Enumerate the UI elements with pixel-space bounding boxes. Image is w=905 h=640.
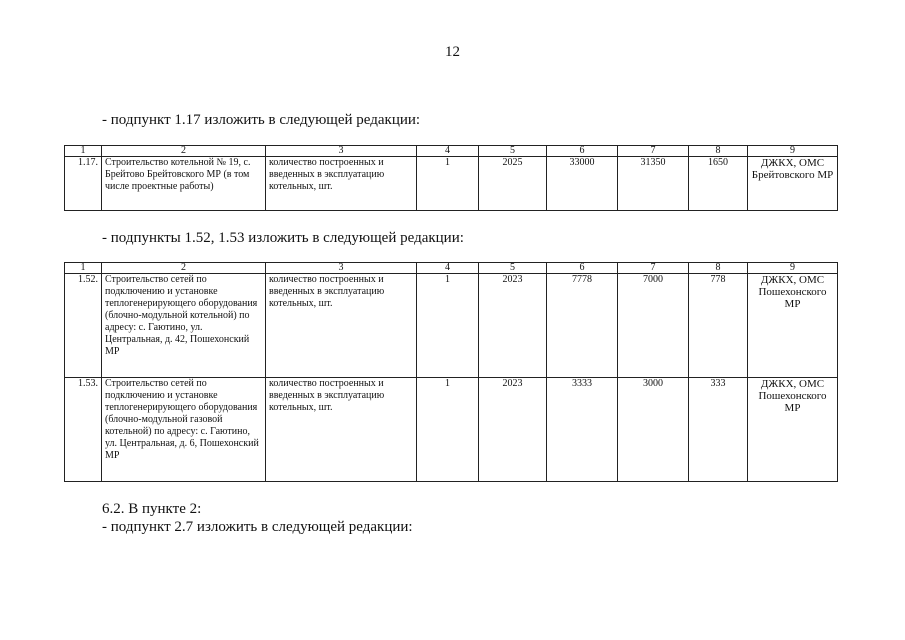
- row-year: 2023: [479, 378, 547, 482]
- row-col7: 7000: [618, 274, 689, 378]
- row-name: Строительство сетей по подключению и установке теплогенерирующего оборудования (блочно-модульной газовой котельной) по адресу: с. Гаютино, ул. Центральная, д. 6, Пошехонский МР: [102, 378, 266, 482]
- row-year: 2023: [479, 274, 547, 378]
- row-year: 2025: [479, 157, 547, 211]
- header-cell: 2: [102, 146, 266, 157]
- row-indicator: количество построенных и введенных в эксплуатацию котельных, шт.: [266, 274, 417, 378]
- header-cell: 1: [65, 263, 102, 274]
- table-1-52-1-53: [64, 262, 838, 482]
- header-cell: 6: [547, 146, 618, 157]
- header-cell: 9: [748, 146, 838, 157]
- header-cell: 7: [618, 263, 689, 274]
- header-cell: 6: [547, 263, 618, 274]
- table-header-row: [65, 263, 838, 274]
- row-number: 1.52.: [65, 274, 102, 378]
- instruction-2-7: - подпункт 2.7 изложить в следующей редакции:: [102, 519, 413, 535]
- instruction-1-17: - подпункт 1.17 изложить в следующей редакции:: [102, 112, 421, 128]
- row-name: Строительство котельной № 19, с. Брейтово Брейтовского МР (в том числе проектные работы): [102, 157, 266, 211]
- header-cell: 7: [618, 146, 689, 157]
- section-6-2-heading: 6.2. В пункте 2:: [102, 501, 202, 517]
- row-col7: 31350: [618, 157, 689, 211]
- row-col6: 7778: [547, 274, 618, 378]
- table-1-17: [64, 145, 838, 211]
- row-col8: 1650: [689, 157, 748, 211]
- header-cell: 4: [417, 263, 479, 274]
- header-cell: 8: [689, 263, 748, 274]
- instruction-1-52-1-53: - подпункты 1.52, 1.53 изложить в следующей редакции:: [102, 230, 464, 246]
- header-cell: 3: [266, 146, 417, 157]
- header-cell: 9: [748, 263, 838, 274]
- row-quantity: 1: [417, 378, 479, 482]
- header-cell: 2: [102, 263, 266, 274]
- row-indicator: количество построенных и введенных в эксплуатацию котельных, шт.: [266, 157, 417, 211]
- header-cell: 3: [266, 263, 417, 274]
- row-col7: 3000: [618, 378, 689, 482]
- header-cell: 5: [479, 263, 547, 274]
- row-executor: ДЖКХ, ОМС Пошехонского МР: [748, 378, 838, 482]
- row-col8: 333: [689, 378, 748, 482]
- row-number: 1.17.: [65, 157, 102, 211]
- header-cell: 5: [479, 146, 547, 157]
- header-cell: 4: [417, 146, 479, 157]
- header-cell: 1: [65, 146, 102, 157]
- row-col8: 778: [689, 274, 748, 378]
- row-indicator: количество построенных и введенных в эксплуатацию котельных, шт.: [266, 378, 417, 482]
- row-quantity: 1: [417, 157, 479, 211]
- row-executor: ДЖКХ, ОМС Пошехонского МР: [748, 274, 838, 378]
- row-number: 1.53.: [65, 378, 102, 482]
- header-cell: 8: [689, 146, 748, 157]
- row-col6: 33000: [547, 157, 618, 211]
- row-col6: 3333: [547, 378, 618, 482]
- table-header-row: [65, 146, 838, 157]
- table-row: [65, 274, 838, 378]
- table-row: [65, 157, 838, 211]
- table-row: [65, 378, 838, 482]
- row-executor: ДЖКХ, ОМС Брейтовского МР: [748, 157, 838, 211]
- row-quantity: 1: [417, 274, 479, 378]
- page-number: 12: [445, 44, 460, 60]
- row-name: Строительство сетей по подключению и установке теплогенерирующего оборудования (блочно-модульной котельной) по адресу: с. Гаютино, ул. Центральная, д. 42, Пошехонский МР: [102, 274, 266, 378]
